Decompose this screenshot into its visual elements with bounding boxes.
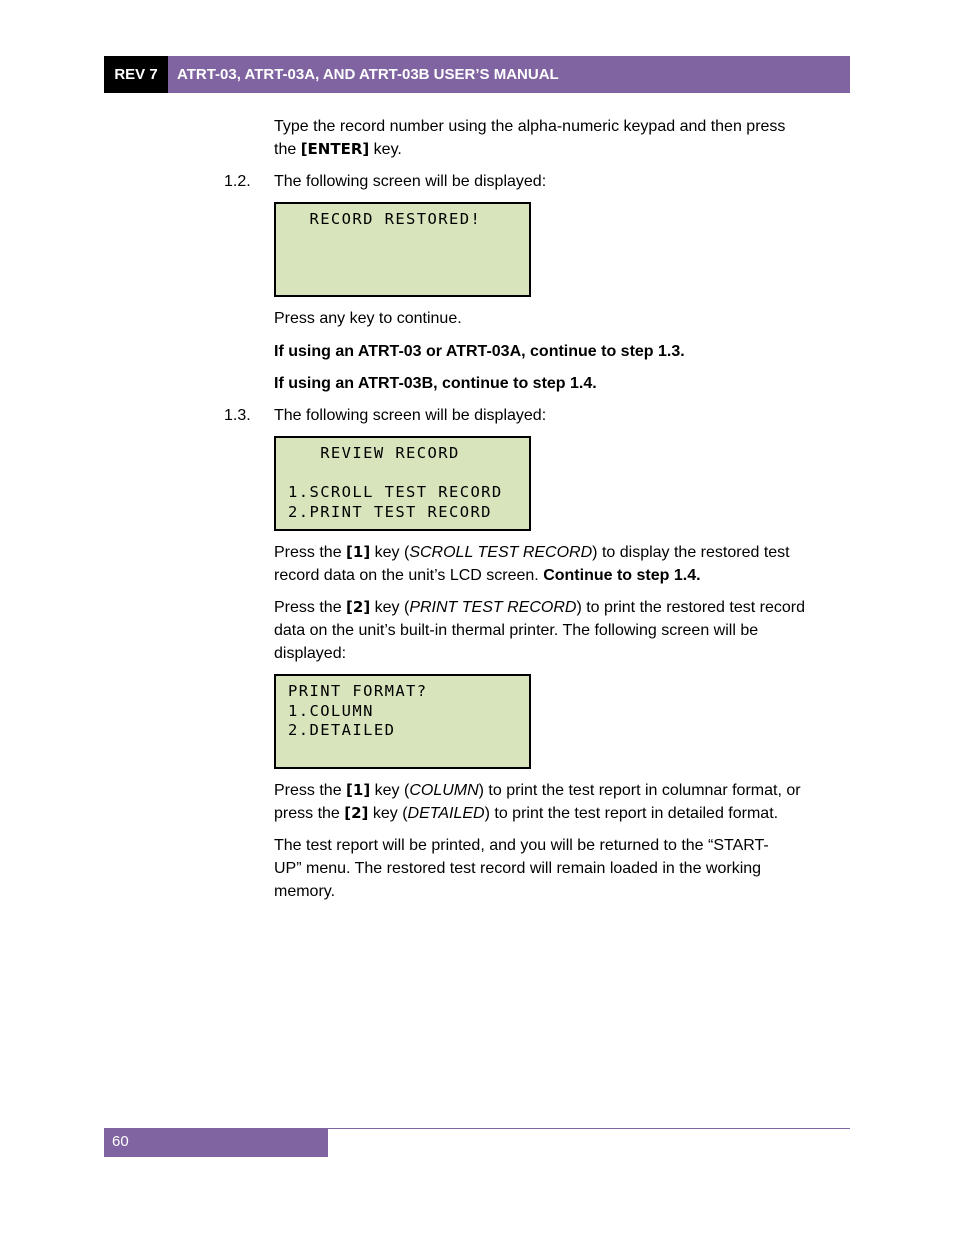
format-instruction-paragraph: Press the [1] key (COLUMN) to print the test report in columnar format, or press the [2] key (DETAILED) to print the test report in detailed format. [274, 781, 801, 822]
intro-line-2: the [ENTER] key. [274, 140, 402, 158]
lcd-line [288, 230, 517, 250]
lcd-screen-review-record [274, 436, 531, 531]
key-2-label: [2] [346, 598, 371, 616]
key-1-label: [1] [346, 781, 371, 799]
press-any-key-text: Press any key to continue. [274, 310, 462, 327]
lcd-line [288, 464, 517, 484]
key-1-label: [1] [346, 543, 371, 561]
lcd-line [288, 741, 517, 761]
lcd-line: REVIEW RECORD [288, 444, 460, 462]
lcd-line [288, 269, 517, 289]
result-paragraph: The test report will be printed, and you will be returned to the “START- UP” menu. The restored test record will remain loaded in the working memory. [274, 837, 769, 900]
lcd-line: 2.DETAILED [288, 721, 396, 739]
enter-key-label: [ENTER] [300, 140, 370, 158]
lcd-screen-record-restored [274, 202, 531, 297]
page-number: 60 [104, 1128, 328, 1157]
step-number: 1.3. [224, 407, 251, 424]
intro-paragraph [274, 115, 849, 161]
key-2-label: [2] [344, 804, 369, 822]
lcd-line: 2.PRINT TEST RECORD [288, 502, 492, 521]
step-text: The following screen will be displayed: [274, 407, 547, 424]
print-instruction-paragraph: Press the [2] key (PRINT TEST RECORD) to print the restored test record data on the unit’s built-in thermal printer. The following screen will be displayed: [274, 598, 805, 662]
manual-title: ATRT-03, ATRT-03A, AND ATRT-03B USER’S MANUAL [168, 56, 850, 93]
step-text: The following screen will be displayed: [274, 173, 547, 190]
scroll-instruction-paragraph: Press the [1] key (SCROLL TEST RECORD) to display the restored test record data on the unit’s LCD screen. Continue to step 1.4. [274, 543, 790, 584]
condition-atrt03b: If using an ATRT-03B, continue to step 1.4. [274, 375, 597, 392]
lcd-line: RECORD RESTORED! [288, 210, 482, 228]
condition-atrt03-03a: If using an ATRT-03 or ATRT-03A, continue to step 1.3. [274, 343, 685, 360]
lcd-line: 1.SCROLL TEST RECORD [288, 483, 503, 501]
lcd-line [288, 249, 517, 269]
revision-label: REV 7 [104, 56, 168, 93]
intro-line-1: Type the record number using the alpha-numeric keypad and then press [274, 118, 786, 135]
lcd-screen-print-format [274, 674, 531, 769]
page-header [104, 56, 850, 93]
lcd-line: 1.COLUMN [288, 701, 374, 720]
lcd-line: PRINT FORMAT? [288, 682, 428, 700]
step-number: 1.2. [224, 173, 251, 190]
